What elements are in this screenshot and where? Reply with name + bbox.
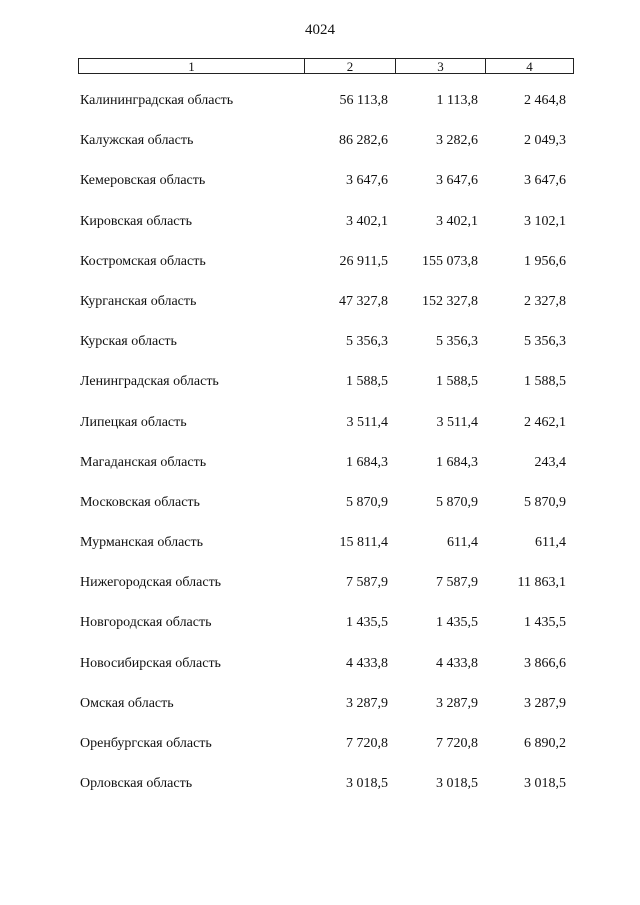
table-row <box>0 452 640 492</box>
value-col-2: 26 911,5 <box>339 253 388 269</box>
value-col-3: 1 435,5 <box>436 615 478 631</box>
table-row <box>0 532 640 572</box>
region-name: Мурманская область <box>80 535 204 551</box>
region-name: Костромская область <box>80 253 206 269</box>
value-col-3: 7 720,8 <box>436 736 478 751</box>
value-col-3: 3 018,5 <box>436 776 478 792</box>
region-name: Кировская область <box>80 213 193 229</box>
region-name: Ленинградская область <box>80 374 219 390</box>
value-col-4: 5 870,9 <box>524 494 566 510</box>
value-col-3: 1 684,3 <box>436 454 478 470</box>
column-header-row <box>78 58 574 74</box>
region-name: Курская область <box>80 334 177 350</box>
table-row <box>0 291 640 331</box>
value-col-4: 5 356,3 <box>524 334 566 350</box>
value-col-3: 152 327,8 <box>422 293 478 309</box>
value-col-4: 6 890,2 <box>524 736 566 751</box>
value-col-4: 611,4 <box>535 535 566 551</box>
region-name: Нижегородская область <box>80 575 222 591</box>
value-col-3: 5 356,3 <box>436 334 478 350</box>
value-col-2: 56 113,8 <box>339 93 388 108</box>
region-name: Орловская область <box>80 776 193 792</box>
value-col-3: 4 433,8 <box>436 655 478 671</box>
value-col-3: 3 402,1 <box>436 213 478 229</box>
value-col-3: 155 073,8 <box>422 253 478 269</box>
table-body <box>0 90 640 813</box>
value-col-2: 5 870,9 <box>346 494 388 510</box>
value-col-3: 1 588,5 <box>436 374 478 390</box>
table-row <box>0 170 640 210</box>
value-col-2: 7 720,8 <box>346 736 388 751</box>
table-row <box>0 572 640 612</box>
value-col-4: 1 435,5 <box>524 615 566 631</box>
table-row <box>0 733 640 773</box>
region-name: Новгородская область <box>80 615 212 631</box>
value-col-3: 611,4 <box>447 535 478 551</box>
table-row <box>0 130 640 170</box>
value-col-2: 3 647,6 <box>346 173 388 189</box>
value-col-4: 2 327,8 <box>524 293 566 309</box>
value-col-3: 3 282,6 <box>436 133 478 149</box>
value-col-3: 3 647,6 <box>436 173 478 189</box>
region-name: Омская область <box>80 695 174 711</box>
region-name: Магаданская область <box>80 454 207 470</box>
table-row <box>0 492 640 532</box>
value-col-4: 243,4 <box>534 454 566 470</box>
region-name: Московская область <box>80 494 200 510</box>
region-name: Калининградская область <box>80 93 234 108</box>
table-row <box>0 371 640 411</box>
value-col-2: 7 587,9 <box>346 575 388 591</box>
region-name: Кемеровская область <box>80 173 206 189</box>
value-col-4: 3 647,6 <box>524 173 566 189</box>
column-header-4: 4 <box>485 59 573 73</box>
value-col-4: 3 287,9 <box>524 695 566 711</box>
table-row <box>0 331 640 371</box>
value-col-2: 4 433,8 <box>346 655 388 671</box>
table-row <box>0 251 640 291</box>
table-row <box>0 90 640 130</box>
region-name: Калужская область <box>80 133 194 149</box>
table-row <box>0 653 640 693</box>
value-col-3: 3 287,9 <box>436 695 478 711</box>
value-col-4: 1 956,6 <box>524 253 566 269</box>
value-col-3: 7 587,9 <box>436 575 478 591</box>
value-col-4: 2 462,1 <box>524 414 566 430</box>
value-col-2: 1 588,5 <box>346 374 388 390</box>
table-row <box>0 612 640 652</box>
value-col-4: 11 863,1 <box>517 575 566 591</box>
region-name: Оренбургская область <box>80 736 212 751</box>
value-col-3: 3 511,4 <box>436 414 478 430</box>
value-col-2: 1 684,3 <box>346 454 388 470</box>
value-col-2: 3 018,5 <box>346 776 388 792</box>
page-number: 4024 <box>305 22 335 38</box>
table-row <box>0 211 640 251</box>
column-header-1: 1 <box>188 58 195 74</box>
region-name: Новосибирская область <box>80 655 221 671</box>
value-col-2: 3 287,9 <box>346 695 388 711</box>
value-col-2: 3 402,1 <box>346 213 388 229</box>
region-name: Липецкая область <box>80 414 187 430</box>
value-col-2: 1 435,5 <box>346 615 388 631</box>
column-header-2: 2 <box>304 59 395 73</box>
table-row <box>0 412 640 452</box>
value-col-4: 2 464,8 <box>524 93 566 108</box>
value-col-4: 2 049,3 <box>524 133 566 149</box>
value-col-2: 3 511,4 <box>346 414 388 430</box>
value-col-2: 47 327,8 <box>339 293 388 309</box>
value-col-2: 5 356,3 <box>346 334 388 350</box>
value-col-3: 1 113,8 <box>436 93 478 108</box>
table-row <box>0 693 640 733</box>
value-col-3: 5 870,9 <box>436 494 478 510</box>
value-col-4: 3 018,5 <box>524 776 566 792</box>
value-col-4: 3 866,6 <box>524 655 566 671</box>
value-col-2: 86 282,6 <box>339 133 388 149</box>
value-col-4: 1 588,5 <box>524 374 566 390</box>
column-header-3: 3 <box>395 59 485 73</box>
table-row <box>0 773 640 813</box>
value-col-2: 15 811,4 <box>339 535 388 551</box>
region-name: Курганская область <box>80 293 197 309</box>
value-col-4: 3 102,1 <box>524 213 566 229</box>
